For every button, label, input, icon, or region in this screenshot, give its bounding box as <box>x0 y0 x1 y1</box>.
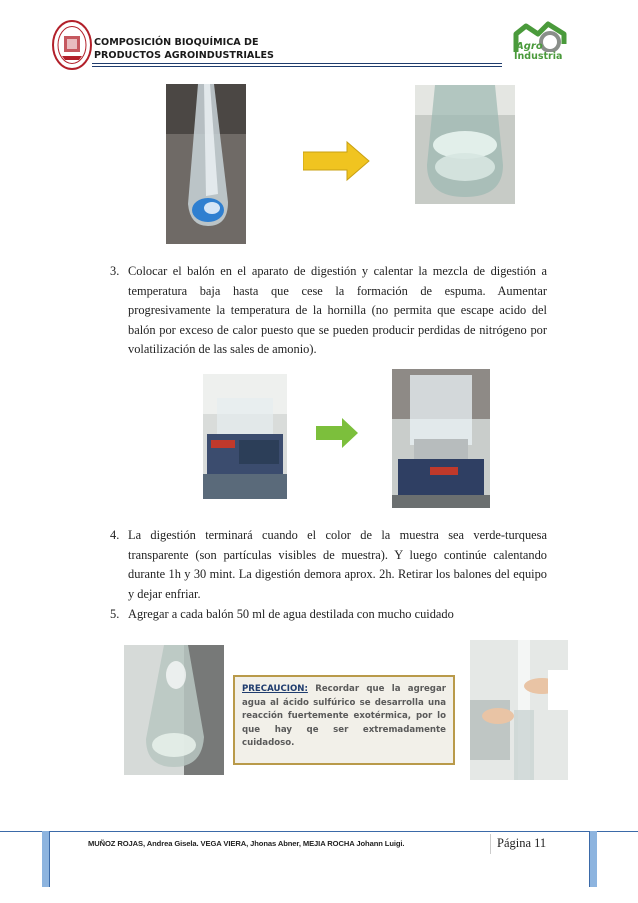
photo-test-tube-blue-sample <box>166 84 246 244</box>
step-number: 5. <box>110 607 120 621</box>
photo-adding-distilled-water <box>470 640 568 780</box>
university-seal-logo <box>52 20 92 70</box>
precaution-text: Recordar que la agregar agua al ácido sulfúrico se desarrolla una reacción fuertemente exotérmica, por lo que hay qe ser extremadamente cuidadoso. <box>242 684 446 749</box>
footer-authors: MUÑOZ ROJAS, Andrea Gisela. VEGA VIERA, Jhonas Abner, MEJIA ROCHA Johann Luigi. <box>88 839 405 848</box>
precaution-note <box>233 675 455 765</box>
photo-digestion-block-tubes <box>392 369 490 508</box>
photo-flask-with-water <box>124 645 224 775</box>
header-title-line2: PRODUCTOS AGROINDUSTRIALES <box>94 50 274 61</box>
step-4 <box>110 526 547 601</box>
page-number: Página 11 <box>497 836 547 850</box>
step-3 <box>110 262 547 360</box>
step-text: La digestión terminará cuando el color de la muestra sea verde-turquesa transparente (son partículas visibles de muestra). Y luego continúe calentando durante 1h y 30 mint. La digestión demora aprox. 2h. Retirar los balones del equipo y dejar enfriar. <box>128 528 547 601</box>
header-title <box>94 36 274 62</box>
header-title-line1: COMPOSICIÓN BIOQUÍMICA DE <box>94 37 259 48</box>
step-text: Agregar a cada balón 50 ml de agua destilada con mucho cuidado <box>128 607 454 621</box>
step-number: 4. <box>110 528 120 542</box>
logo-text-industria: Industria <box>514 51 563 62</box>
step-5 <box>110 605 547 625</box>
footer-divider <box>490 834 491 854</box>
header-rule <box>92 63 502 64</box>
footer-side-bar <box>42 831 50 887</box>
photo-digestion-apparatus <box>203 374 287 499</box>
agroindustria-logo <box>508 14 570 70</box>
header-rule <box>92 66 502 67</box>
precaution-label: PRECAUCION: <box>242 684 308 694</box>
arrow-right-icon <box>316 416 360 450</box>
step-text: Colocar el balón en el aparato de digestión y calentar la mezcla de digestión a temperatura baja hasta que cese la formación de espuma. Aumentar progresivamente la temperatura de la hornilla (no permita que escape acido del balón por exceso de calor puesto que se pueden producir perdidas de nitrógeno por volatilización de las sales de amonio). <box>128 264 547 356</box>
arrow-right-icon <box>303 140 371 182</box>
logo-text-agro: Agro <box>516 41 543 52</box>
footer-rule <box>0 831 638 832</box>
photo-flask-foam <box>415 85 515 204</box>
footer-side-bar <box>589 831 597 887</box>
step-number: 3. <box>110 264 120 278</box>
